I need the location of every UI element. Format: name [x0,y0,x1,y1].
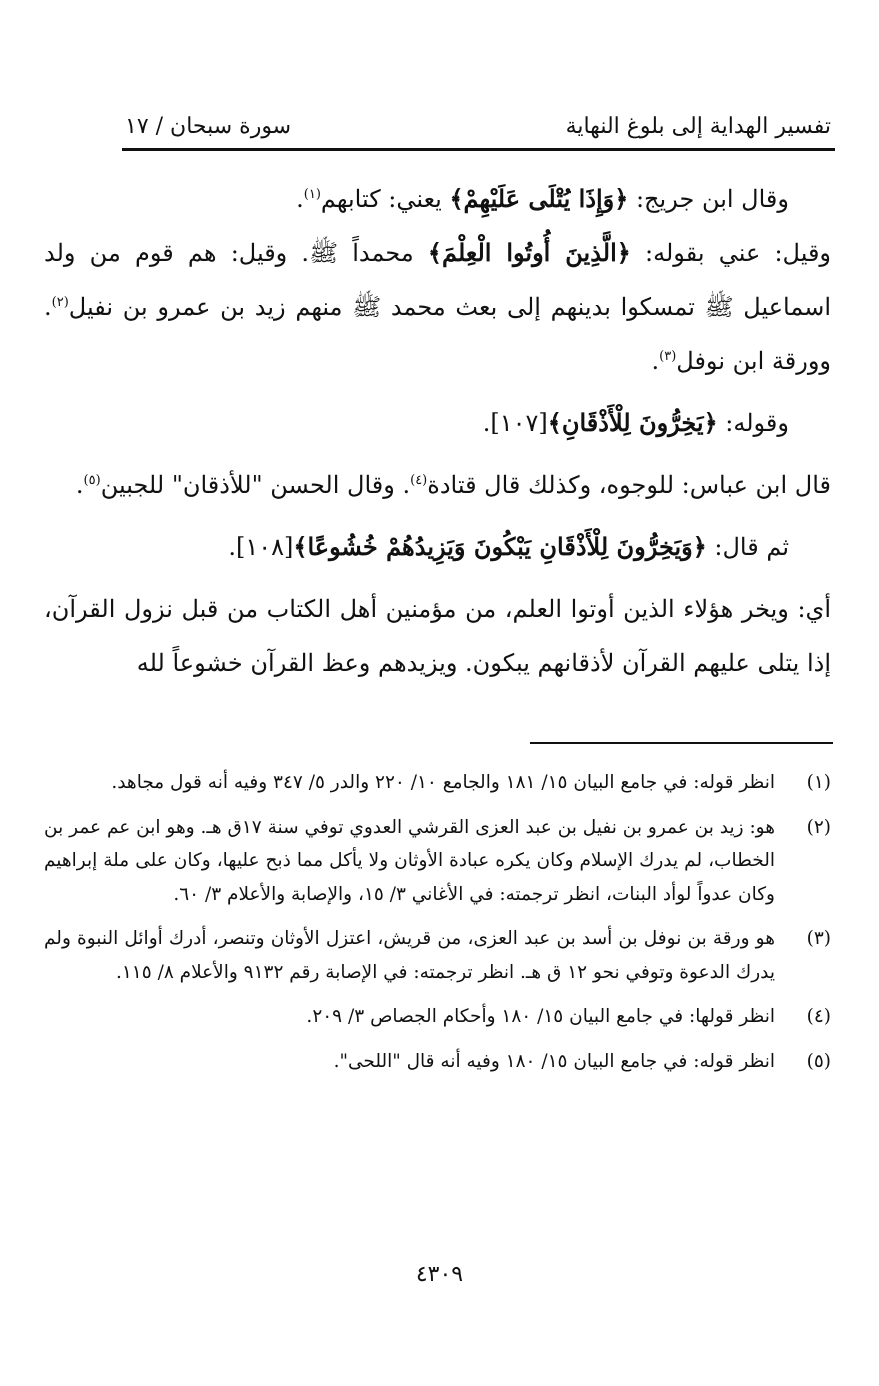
text: . وقال الحسن "للأذقان" للجبين [100,471,411,499]
footnote-number: (٣) [806,928,831,949]
paragraph-1 [44,172,831,226]
paragraph-2 [44,226,831,388]
text: وقيل: عني بقوله: [630,239,832,267]
footnote-number: (٤) [806,1006,831,1027]
footnote-rule [530,742,833,744]
footnote-number: (٢) [806,816,831,838]
footnotes [44,766,831,1089]
footnote-text: انظر قولها: في جامع البيان ١٥/ ١٨٠ وأحكام الجصاص ٣/ ٢٠٩. [306,1006,775,1027]
footnote-text: هو: زيد بن عمرو بن نفيل بن عبد العزى القرشي العدوي توفي سنة ١٧ق هـ. وهو ابن عم عمر بن الخطاب، لم يدرك الإسلام وكان يكره عبادة الأوثان ولا يأكل مما ذبح عليها، وكان على ملة إبراهيم وكان عدواً لوأد البنات، انظر ترجمته: في الأغاني ٣/ ١٥، والإصابة والأعلام ٣/ ٦٠. [44,816,775,905]
quran-verse: ﴿وَيَخِرُّونَ لِلْأَذْقَانِ يَبْكُونَ وَيَزِيدُهُمْ خُشُوعًا﴾ [293,532,707,561]
footnote [44,811,831,912]
footnote-text: هو ورقة بن نوفل بن أسد بن عبد العزى، من قريش، اعتزل الأوثان وتنصر، أدرك أوائل النبوة ولم يدرك الدعوة وتوفي نحو ١٢ ق هـ. انظر ترجمته: في الإصابة رقم ٩١٣٢ والأعلام ٨/ ١١٥. [44,928,775,983]
text: . [75,471,84,499]
paragraph-6: أي: ويخر هؤلاء الذين أوتوا العلم، من مؤمنين أهل الكتاب من قبل نزول القرآن، إذا يتلى عليهم القرآن لأذقانهم يبكون. ويزيدهم وعظ القرآن خشوعاً لله [44,595,831,677]
text: . [296,185,304,213]
main-text [44,172,831,690]
text: قال ابن عباس: للوجوه، وكذلك قال قتادة [427,471,831,499]
footnote-ref: (٤) [410,473,428,488]
text: محمداً ﷺ. وقيل: هم قوم من ولد اسماعيل ﷺ تمسكوا بدينهم إلى بعث محمد ﷺ منهم زيد بن عمرو بن نفيل [44,239,831,321]
page-number: ٤٣٠٩ [415,1262,464,1287]
running-header-surah: سورة سبحان / ١٧ [125,114,292,139]
quran-verse: ﴿الَّذِينَ أُوتُوا الْعِلْمَ﴾ [427,238,631,267]
footnote [44,1000,831,1034]
paragraph-3 [44,396,831,450]
text: وقال ابن جريج: [628,185,789,213]
footnote-number: (١) [806,772,831,793]
footnote [44,766,831,800]
paragraph-4 [44,458,831,512]
paragraph-5 [44,520,831,574]
text: وقوله: [717,409,789,437]
quran-verse: ﴿يَخِرُّونَ لِلْأَذْقَانِ﴾ [547,408,718,437]
footnote [44,1045,831,1079]
text: [١٠٧]. [482,409,548,437]
footnote-ref: (٣) [659,349,677,364]
footnote [44,922,831,989]
quran-verse: ﴿وَإِذَا يُتْلَى عَلَيْهِمْ﴾ [449,184,629,213]
text: . وورقة ابن نوفل [44,293,831,375]
text: ثم قال: [706,533,789,561]
footnote-ref: (١) [303,187,321,202]
text: يعني: كتابهم [320,185,450,213]
footnote-ref: (٥) [83,473,101,488]
text: . [651,347,660,375]
header-rule [122,148,835,151]
footnote-number: (٥) [806,1050,831,1072]
footnote-text: انظر قوله: في جامع البيان ١٥/ ١٨١ والجامع ١٠/ ٢٢٠ والدر ٥/ ٣٤٧ وفيه أنه قول مجاهد. [111,772,775,793]
running-header-book-title: تفسير الهداية إلى بلوغ النهاية [565,114,831,139]
footnote-ref: (٢) [51,295,69,310]
footnote-text: انظر قوله: في جامع البيان ١٥/ ١٨٠ وفيه أنه قال "اللحى". [333,1050,775,1072]
text: [١٠٨]. [228,533,294,561]
